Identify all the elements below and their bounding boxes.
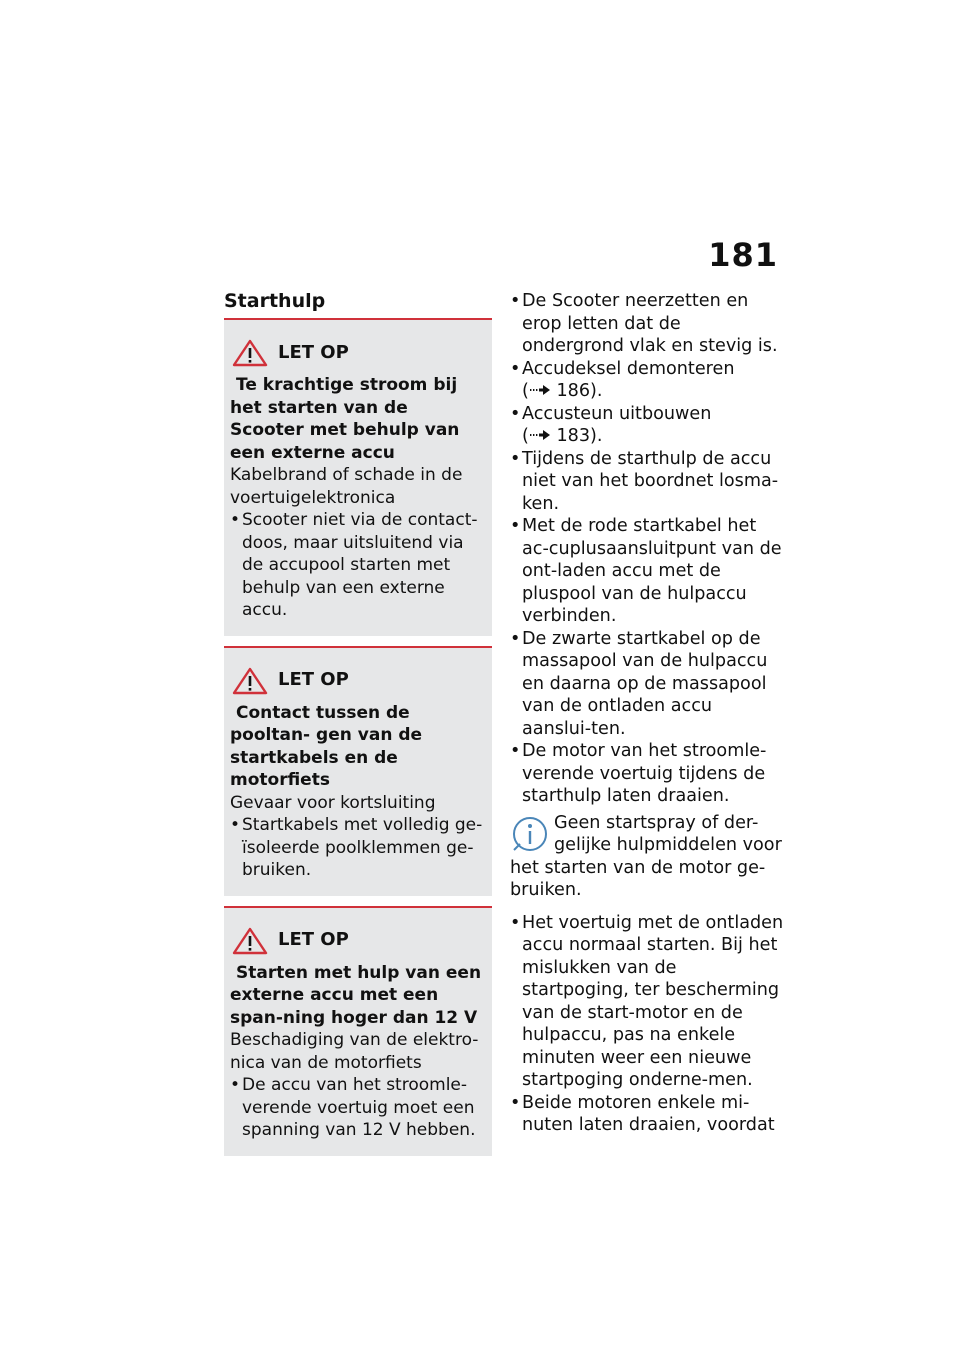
warning-header: [230, 338, 486, 368]
warning-box: [224, 906, 492, 1156]
list-item: • Met de rode startkabel het ac-cuplusaansluitpunt van de ont-laden accu met de pluspool van de hulpaccu verbinden.: [510, 516, 782, 626]
warning-instruction: • Scooter niet via de contact-doos, maar uitsluitend via de accupool starten met behulp van een externe accu.: [230, 510, 478, 620]
warning-header: [230, 926, 486, 956]
warning-triangle-icon: [230, 338, 272, 368]
page-reference[interactable]: 183).: [556, 426, 603, 446]
warning-heading: Te krachtige stroom bij het starten van de Scooter met behulp van een externe accu: [230, 375, 460, 463]
list-item: • De Scooter neerzetten en erop letten dat de ondergrond vlak en stevig is.: [510, 291, 778, 356]
info-icon: [510, 814, 548, 854]
warning-instruction: • Startkabels met volledig ge-ïsoleerde poolklemmen ge-bruiken.: [230, 815, 483, 880]
warning-instruction: • De accu van het stroomle-verende voertuig moet een spanning van 12 V hebben.: [230, 1075, 476, 1140]
warning-triangle-icon: [230, 926, 272, 956]
page-reference-arrow-icon: [529, 384, 551, 396]
warning-consequence: Gevaar voor kortsluiting: [230, 792, 436, 813]
warning-heading: Starten met hulp van een externe accu met een span-ning hoger dan 12 V: [230, 962, 482, 1028]
procedure-column: [510, 290, 786, 1137]
list-item: • Beide motoren enkele mi-nuten laten draaien, voordat: [510, 1092, 775, 1135]
warnings-column: [224, 318, 492, 1166]
warning-consequence: Beschadiging van de elektro-nica van de motorfiets: [230, 1030, 479, 1073]
page-reference[interactable]: 186).: [556, 381, 603, 401]
warning-box: [224, 318, 492, 636]
warning-box: [224, 646, 492, 896]
info-note: [510, 812, 786, 902]
list-item: • Accudeksel demonteren ( 186).: [510, 358, 735, 401]
page-reference-arrow-icon: [529, 429, 551, 441]
list-item: • Tijdens de starthulp de accu niet van het boordnet losma-ken.: [510, 448, 779, 514]
list-item: • De zwarte startkabel op de massapool van de hulpaccu en daarna op de massapool van de ontladen accu aanslui-ten.: [510, 628, 768, 739]
warning-label: LET OP: [278, 929, 349, 951]
list-item: • Accusteun uitbouwen ( 183).: [510, 403, 712, 446]
warning-label: LET OP: [278, 341, 349, 363]
page-number: 181: [708, 236, 778, 274]
list-item: • Het voertuig met de ontladen accu normaal starten. Bij het mislukken van de startpoging, ter bescherming van de start-motor en de hulpaccu, pas na enkele minuten weer een nieuwe startpoging onderne-men.: [510, 912, 784, 1090]
warning-label: LET OP: [278, 669, 349, 691]
warning-triangle-icon: [230, 666, 272, 696]
list-item: • De motor van het stroomle-verende voertuig tijdens de starthulp laten draaien.: [510, 741, 767, 806]
warning-header: [230, 666, 486, 696]
warning-heading: Contact tussen de pooltan- gen van de startkabels en de motorfiets: [230, 702, 423, 790]
info-note-text: Geen startspray of der-gelijke hulpmiddelen voor het starten van de motor ge-bruiken.: [510, 812, 782, 900]
section-title: Starthulp: [224, 290, 326, 312]
warning-consequence: Kabelbrand of schade in de voertuigelektronica: [230, 465, 463, 508]
